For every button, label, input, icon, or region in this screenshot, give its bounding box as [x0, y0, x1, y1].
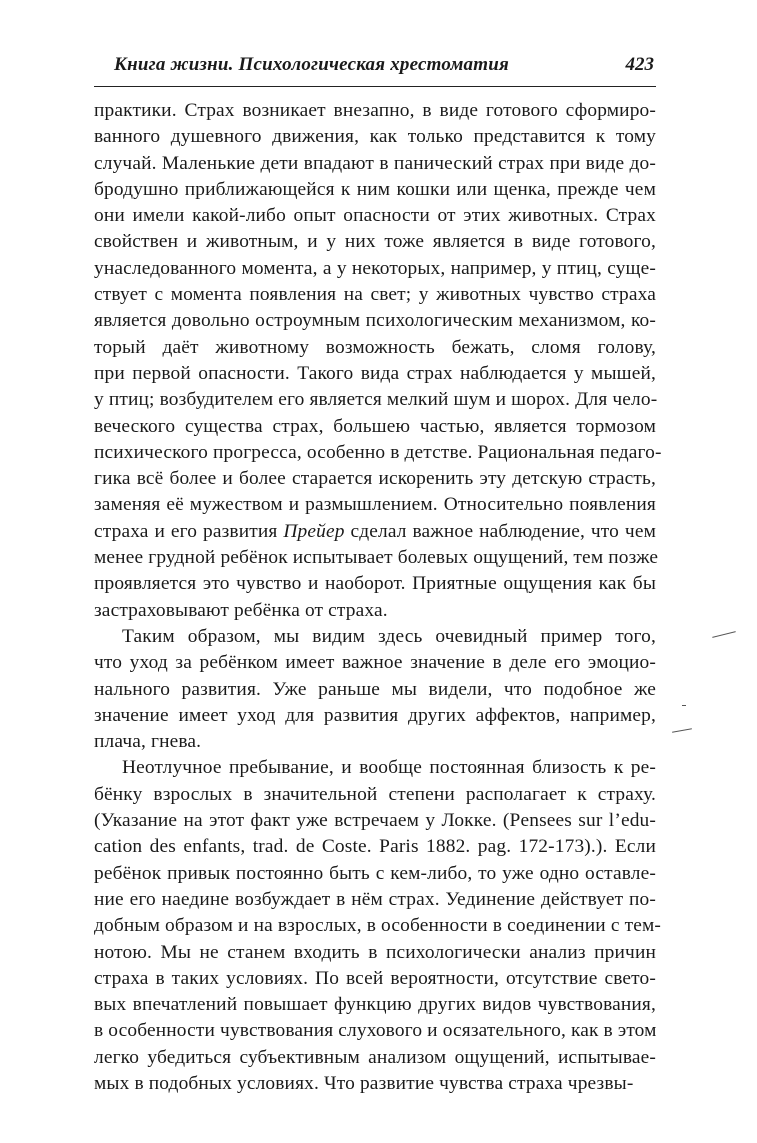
text-line: cation des enfants, trad. de Coste. Paris 1882. pag. 172-173).). Если — [94, 836, 656, 858]
text-line: значение имеет уход для развития других аффектов, например, — [94, 704, 656, 726]
text-line: добным образом и на взрослых, в особенности в соединении с тем- — [94, 915, 661, 937]
text-line: нотою. Мы не станем входить в психологически анализ причин — [94, 941, 656, 963]
text-line: вых впечатлений повышает функцию других видов чувствования, — [94, 994, 656, 1016]
text-segment: сделал важное наблюдение, что чем — [344, 520, 656, 542]
text-line: у птиц; возбудителем его является мелкий шум и шорох. Для чело- — [94, 389, 658, 411]
text-line: случай. Маленькие дети впадают в панический страх при виде до- — [94, 152, 656, 174]
text-line: практики. Страх возникает внезапно, в виде готового сформиро- — [94, 100, 656, 121]
text-line: мых в подобных условиях. Что развитие чувства страха чрезвы- — [94, 1072, 634, 1094]
text-line: веческого существа страх, большею частью, является тормозом — [94, 415, 656, 437]
running-header — [94, 52, 656, 87]
text-line: свойствен и животным, и у них тоже является в виде готового, — [94, 231, 656, 253]
text-line: Таким образом, мы видим здесь очевидный пример того, — [122, 625, 656, 647]
text-line: ванного душевного движения, как только представится к тому — [94, 126, 656, 148]
text-line: плача, гнева. — [94, 731, 202, 753]
body-text — [94, 98, 662, 1097]
text-line: что уход за ребёнком имеет важное значение в деле его эмоцио- — [94, 652, 656, 674]
text-line: бродушно приближающейся к ним кошки или щенка, прежде чем — [94, 178, 656, 200]
text-line — [94, 519, 656, 545]
text-line: застраховывают ребёнка от страха. — [94, 599, 388, 621]
text-line: гика всё более и более старается искоренить эту детскую страсть, — [94, 468, 656, 490]
text-line: психического прогресса, особенно в детстве. Рациональная педаго- — [94, 441, 662, 463]
text-line: ствует с момента появления на свет; у животных чувство страха — [94, 284, 656, 306]
page-number: 423 — [625, 54, 654, 75]
text-line: является довольно остроумным психологическим механизмом, ко- — [94, 310, 656, 332]
text-line: Неотлучное пребывание, и вообще постоянная близость к ре- — [122, 757, 656, 779]
text-line: бёнку взрослых в значительной степени располагает к страху. — [94, 783, 656, 805]
text-line: заменяя её мужеством и размышлением. Относительно появления — [94, 494, 656, 516]
text-line: нального развития. Уже раньше мы видели, что подобное же — [94, 678, 656, 700]
running-title: Книга жизни. Психологическая хрестоматия — [114, 54, 509, 75]
text-line: легко убедиться субъективным анализом ощущений, испытывае- — [94, 1046, 656, 1068]
text-segment: Прейер — [283, 520, 345, 542]
text-line: при первой опасности. Такого вида страх наблюдается у мышей, — [94, 362, 656, 384]
scan-mark — [672, 728, 692, 732]
scan-mark — [712, 631, 736, 638]
scan-mark — [682, 705, 686, 706]
paragraph — [94, 624, 656, 755]
text-line: унаследованного момента, а у некоторых, например, у птиц, суще- — [94, 257, 656, 279]
text-line: они имели какой-либо опыт опасности от этих животных. Страх — [94, 205, 656, 227]
text-line: страха в таких условиях. По всей вероятности, отсутствие свето- — [94, 967, 656, 989]
text-line: в особенности чувствования слухового и осязательного, как в этом — [94, 1020, 657, 1042]
text-line: менее грудной ребёнок испытывает болевых ощущений, тем позже — [94, 547, 659, 569]
text-line: (Указание на этот факт уже встречаем у Локке. (Pensees sur l’edu- — [94, 810, 656, 832]
text-line: ние его наедине возбуждает в нём страх. Уединение действует по- — [94, 888, 656, 910]
text-segment: страха и его развития — [94, 520, 284, 542]
paragraph — [94, 98, 662, 624]
text-line: ребёнок привык постоянно быть с кем-либо, то уже одно оставле- — [94, 862, 656, 884]
text-line: торый даёт животному возможность бежать, сломя голову, — [94, 336, 656, 358]
text-line: проявляется это чувство и наоборот. Приятные ощущения как бы — [94, 573, 656, 595]
paragraph — [94, 755, 661, 1097]
